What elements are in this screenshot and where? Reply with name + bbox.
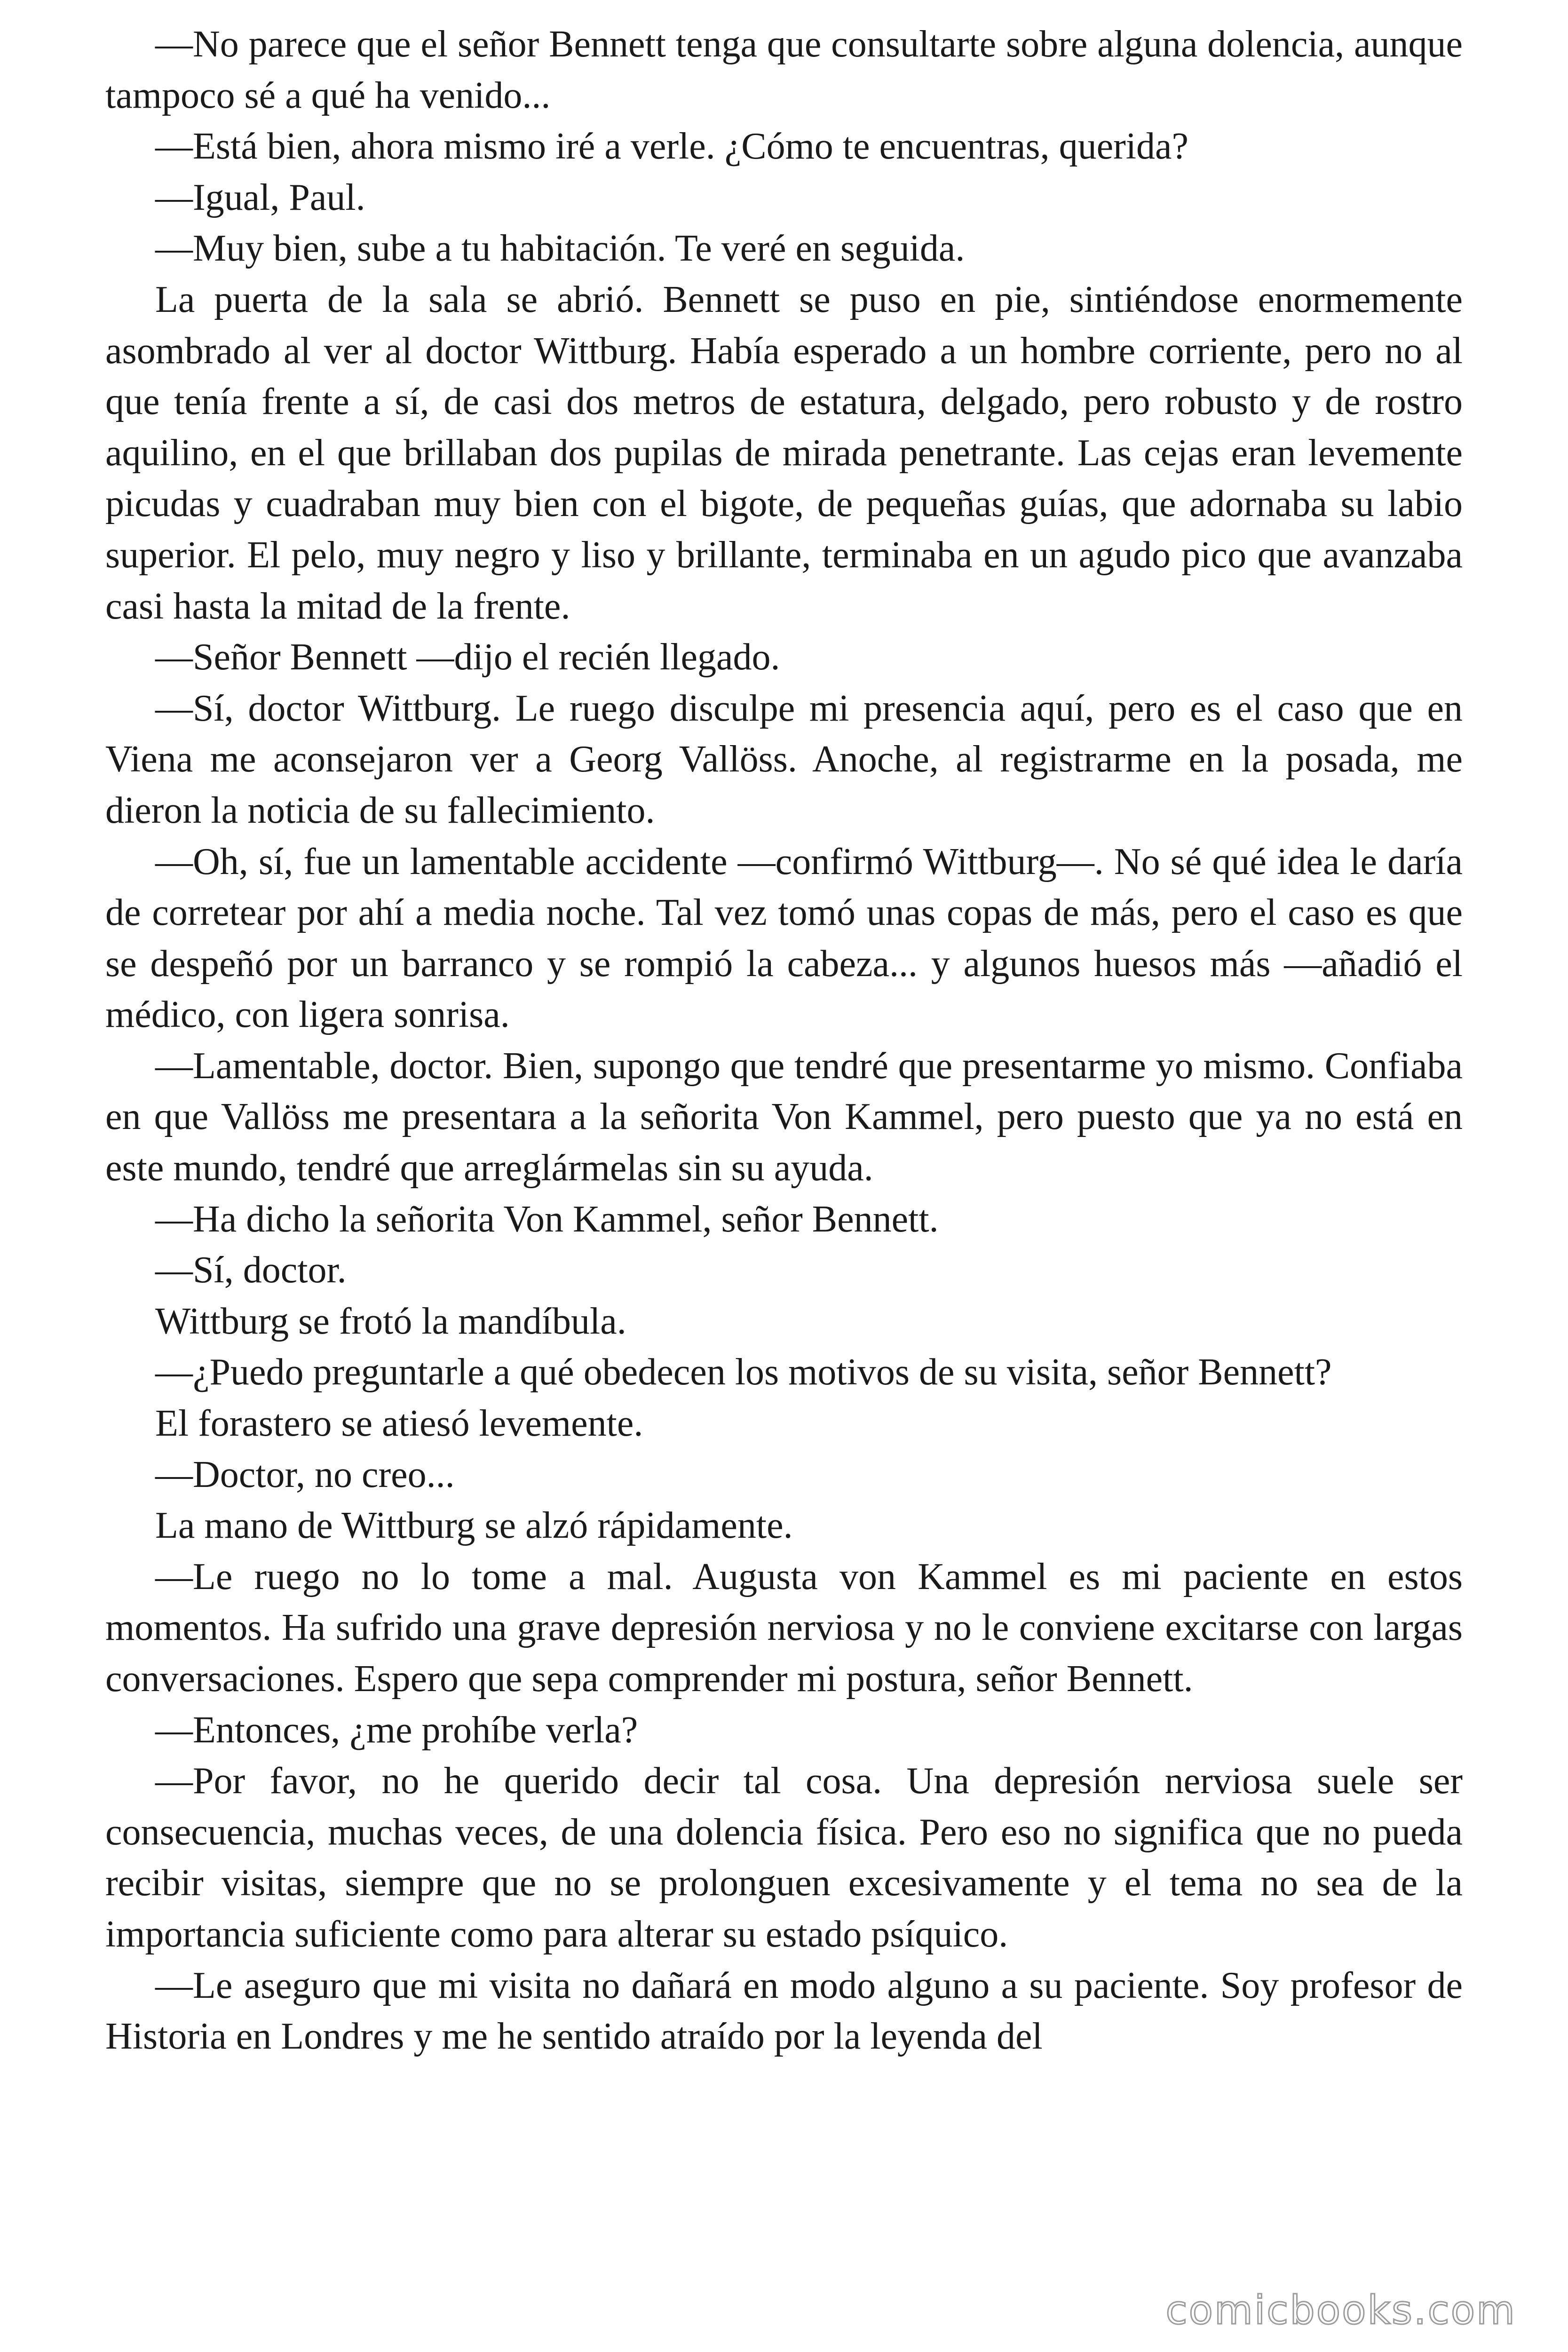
watermark: comicbooks.com	[1165, 2287, 1516, 2333]
paragraph: —Doctor, no creo...	[155, 1454, 455, 1495]
paragraph: —Ha dicho la señorita Von Kammel, señor Bennett.	[155, 1198, 939, 1240]
paragraph: —Sí, doctor Wittburg. Le ruego disculpe mi presencia aquí, pero es el caso que en Viena me aconsejaron ver a Georg Vallöss. Anoche, al registrarme en la posada, me dieron la noticia de su fallecimiento.	[105, 687, 1463, 831]
paragraph: —Por favor, no he querido decir tal cosa. Una depresión nerviosa suele ser consecuencia, muchas veces, de una dolencia física. Pero eso no significa que no pueda recibir visitas, siempre que no se prolonguen excesivamente y el tema no sea de la importancia suficiente como para alterar su estado psíquico.	[105, 1760, 1463, 1955]
paragraph: —Muy bien, sube a tu habitación. Te veré en seguida.	[155, 228, 965, 270]
paragraph: —Sí, doctor.	[155, 1249, 347, 1291]
paragraph: —Señor Bennett —dijo el recién llegado.	[155, 636, 780, 678]
paragraph: La puerta de la sala se abrió. Bennett se puso en pie, sintiéndose enormemente asombrado al ver al doctor Wittburg. Había esperado a un hombre corriente, pero no al que tenía frente a sí, de casi dos metros de estatura, delgado, pero robusto y de rostro aquilino, en el que brillaban dos pupilas de mirada penetrante. Las cejas eran levemente picudas y cuadraban muy bien con el bigote, de pequeñas guías, que adornaba su labio superior. El pelo, muy negro y liso y brillante, terminaba en un agudo pico que avanzaba casi hasta la mitad de la frente.	[105, 278, 1463, 627]
paragraph: —No parece que el señor Bennett tenga que consultarte sobre alguna dolencia, aunque tampoco sé a qué ha venido...	[105, 24, 1463, 116]
paragraph: —¿Puedo preguntarle a qué obedecen los motivos de su visita, señor Bennett?	[155, 1351, 1332, 1393]
paragraph: —Igual, Paul.	[155, 176, 365, 218]
paragraph: —Oh, sí, fue un lamentable accidente —confirmó Wittburg—. No sé qué idea le daría de corretear por ahí a media noche. Tal vez tomó unas copas de más, pero el caso es que se despeñó por un barranco y se rompió la cabeza... y algunos huesos más —añadió el médico, con ligera sonrisa.	[105, 841, 1463, 1036]
paragraph: Wittburg se frotó la mandíbula.	[155, 1300, 626, 1342]
paragraph: —Lamentable, doctor. Bien, supongo que tendré que presentarme yo mismo. Confiaba en que Vallöss me presentara a la señorita Von Kammel, pero puesto que ya no está en este mundo, tendré que arreglármelas sin su ayuda.	[105, 1045, 1463, 1189]
book-page	[105, 19, 1463, 2062]
paragraph: La mano de Wittburg se alzó rápidamente.	[155, 1505, 793, 1547]
paragraph: —Le ruego no lo tome a mal. Augusta von Kammel es mi paciente en estos momentos. Ha sufrido una grave depresión nerviosa y no le conviene excitarse con largas conversaciones. Espero que sepa comprender mi postura, señor Bennett.	[105, 1556, 1463, 1700]
paragraph: —Entonces, ¿me prohíbe verla?	[155, 1709, 638, 1751]
paragraph: —Está bien, ahora mismo iré a verle. ¿Cómo te encuentras, querida?	[155, 126, 1188, 167]
paragraph: —Le aseguro que mi visita no dañará en modo alguno a su paciente. Soy profesor de Historia en Londres y me he sentido atraído por la leyenda del	[105, 1964, 1463, 2058]
paragraph: El forastero se atiesó levemente.	[155, 1403, 643, 1445]
